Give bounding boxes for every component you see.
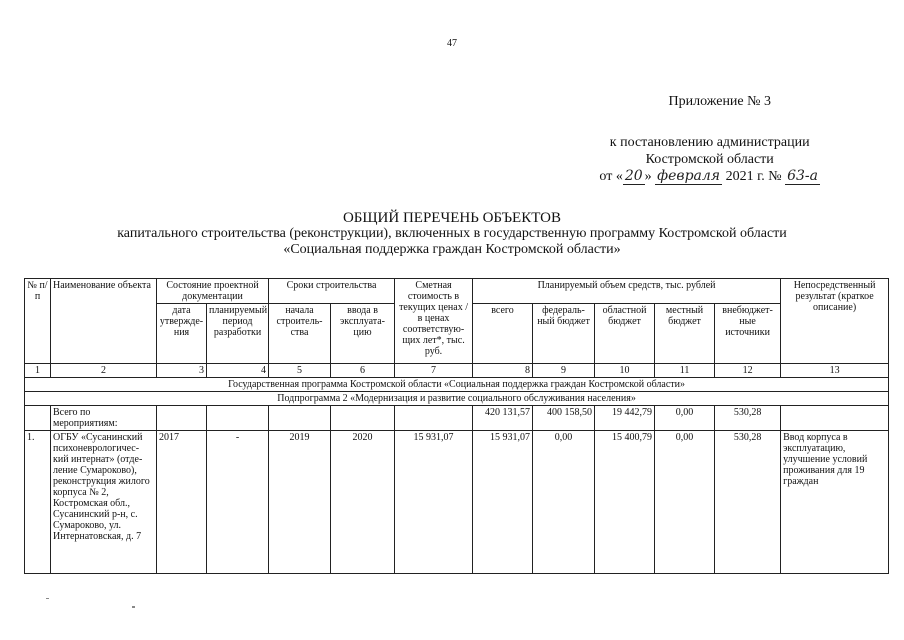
appendix-label: Приложение № 3 [668, 94, 771, 109]
header-row-1 [25, 279, 889, 304]
row-cost: 15 931,07 [395, 431, 473, 574]
row-federal: 0,00 [533, 431, 595, 574]
row-extrabudget: 530,28 [715, 431, 781, 574]
col-number: 4 [207, 364, 269, 378]
total-label: Всего по мероприятиям: [51, 406, 157, 431]
header-planned-funds: Планируемый объем средств, тыс. рублей [473, 279, 781, 304]
decree-number: 63-а [787, 168, 818, 184]
header-regional: областной бюджет [595, 304, 655, 364]
total-extrabudget: 530,28 [715, 406, 781, 431]
total-row [25, 406, 889, 431]
header-approval-date: дата утвержде-ния [157, 304, 207, 364]
decree-day-suffix: » [644, 169, 652, 184]
subprogram-title: Подпрограмма 2 «Модернизация и развитие социального обслуживания населения» [25, 392, 889, 406]
row-result: Ввод корпуса в эксплуатацию, улучшение условий проживания для 19 граждан [781, 431, 889, 574]
total-sum: 420 131,57 [473, 406, 533, 431]
total-federal: 400 158,50 [533, 406, 595, 431]
decree-date-line [599, 168, 820, 185]
document-title [0, 210, 904, 258]
row-dev-period: - [207, 431, 269, 574]
header-construction-terms: Сроки строительства [269, 279, 395, 304]
scan-speck [132, 606, 135, 608]
header-cost: Сметная стоимость в текущих ценах / в ценах соответствую-щих лет*, тыс. руб. [395, 279, 473, 364]
header-num: № п/п [25, 279, 51, 364]
header-total: всего [473, 304, 533, 364]
decree-month: февраля [657, 168, 721, 184]
row-commission: 2020 [331, 431, 395, 574]
col-number: 1 [25, 364, 51, 378]
column-numbers-row [25, 364, 889, 378]
row-regional: 15 400,79 [595, 431, 655, 574]
objects-table [24, 278, 889, 574]
total-local: 0,00 [655, 406, 715, 431]
row-approval-date: 2017 [157, 431, 207, 574]
program-title: Государственная программа Костромской области «Социальная поддержка граждан Костромской области» [25, 378, 889, 392]
header-start: начала строитель-ства [269, 304, 331, 364]
header-design-state: Состояние проектной документации [157, 279, 269, 304]
scan-speck [46, 598, 49, 599]
decree-year: 2021 г. № [725, 169, 782, 184]
row-start: 2019 [269, 431, 331, 574]
col-number: 13 [781, 364, 889, 378]
row-local: 0,00 [655, 431, 715, 574]
header-commission: ввода в эксплуата-цию [331, 304, 395, 364]
header-local: местный бюджет [655, 304, 715, 364]
row-object-name: ОГБУ «Сусанинский психоневрологичес-кий интернат» (отде-ление Сумароково), реконструкция жилого корпуса № 2, Костромская обл., Сусанинский р-н, с. Сумароково, ул. Интернатовская, д. 7 [51, 431, 157, 574]
header-federal: федераль-ный бюджет [533, 304, 595, 364]
decree-line-2: Костромской области [645, 152, 774, 167]
page-number: 47 [447, 38, 457, 49]
decree-reference [599, 134, 820, 185]
title-line-1: ОБЩИЙ ПЕРЕЧЕНЬ ОБЪЕКТОВ [342, 210, 562, 226]
col-number: 11 [655, 364, 715, 378]
title-line-2: капитального строительства (реконструкции), включенных в государственную программу Костромской области [117, 226, 787, 241]
col-number: 10 [595, 364, 655, 378]
col-number: 2 [51, 364, 157, 378]
header-extrabudget: внебюджет-ные источники [715, 304, 781, 364]
col-number: 12 [715, 364, 781, 378]
header-result: Непосредственный результат (краткое описание) [781, 279, 889, 364]
col-number: 9 [533, 364, 595, 378]
program-row [25, 378, 889, 392]
row-total: 15 931,07 [473, 431, 533, 574]
row-num: 1. [25, 431, 51, 574]
header-name: Наименование объекта [51, 279, 157, 364]
total-regional: 19 442,79 [595, 406, 655, 431]
decree-line-1: к постановлению администрации [609, 135, 810, 150]
decree-from-prefix: от « [599, 169, 623, 184]
table-row [25, 431, 889, 574]
col-number: 6 [331, 364, 395, 378]
col-number: 5 [269, 364, 331, 378]
subprogram-row [25, 392, 889, 406]
title-line-3: «Социальная поддержка граждан Костромской области» [283, 242, 621, 257]
col-number: 8 [473, 364, 533, 378]
header-dev-period: планируемый период разработки [207, 304, 269, 364]
col-number: 3 [157, 364, 207, 378]
col-number: 7 [395, 364, 473, 378]
decree-day: 20 [624, 168, 643, 184]
